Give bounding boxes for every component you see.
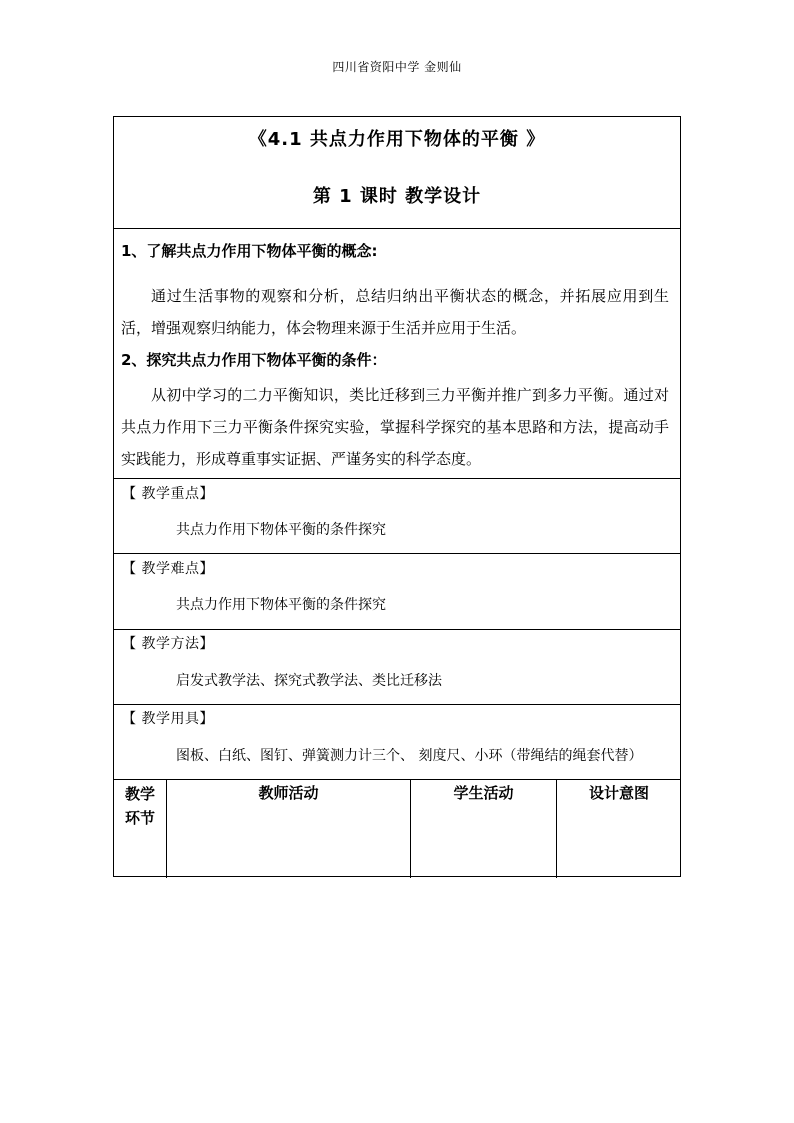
row-divider	[114, 629, 680, 630]
lesson-plan-table	[113, 116, 681, 877]
row-divider	[114, 553, 680, 554]
stage-column-header	[114, 782, 166, 830]
tools-content: 图板、白纸、图钉、弹簧测力计三个、 刻度尺、小环（带绳结的绳套代替）	[176, 748, 643, 764]
teacher-activity-header: 教师活动	[258, 784, 319, 802]
row-divider	[114, 779, 680, 780]
method-label: 【 教学方法】	[122, 636, 214, 652]
objective-1-text: 通过生活事物的观察和分析，总结归纳出平衡状态的概念，并拓展应用到生活，增强观察归纳能力，体会物理来源于生活并应用于生活。	[121, 287, 669, 337]
objective-2-heading: 2、探究共点力作用下物体平衡的条件：	[121, 351, 387, 369]
design-intent-header: 设计意图	[588, 784, 649, 802]
student-activity-header: 学生活动	[453, 784, 514, 802]
lesson-title: 《4.1 共点力作用下物体的平衡 》	[248, 129, 546, 150]
method-content: 启发式教学法、探究式教学法、类比迁移法	[176, 673, 442, 689]
key-point-content: 共点力作用下物体平衡的条件探究	[176, 522, 386, 538]
objective-2-text: 从初中学习的二力平衡知识，类比迁移到三力平衡并推广到多力平衡。通过对共点力作用下三力平衡条件探究实验，掌握科学探究的基本思路和方法，提高动手实践能力，形成尊重事实证据、严谨务实的科学态度。	[121, 386, 669, 468]
tools-label: 【 教学用具】	[122, 711, 214, 727]
row-divider	[114, 704, 680, 705]
stage-header-line2: 环节	[124, 809, 155, 827]
stage-header-line1: 教学	[124, 785, 155, 803]
difficulty-label: 【 教学难点】	[122, 561, 214, 577]
difficulty-content: 共点力作用下物体平衡的条件探究	[176, 597, 386, 613]
lesson-subtitle: 第 1 课时 教学设计	[312, 186, 482, 207]
page-header: 四川省资阳中学 金则仙	[332, 60, 462, 74]
key-point-label: 【 教学重点】	[122, 486, 214, 502]
row-divider	[114, 228, 680, 229]
row-divider	[114, 478, 680, 479]
objective-1-heading: 1、了解共点力作用下物体平衡的概念:	[121, 242, 378, 260]
